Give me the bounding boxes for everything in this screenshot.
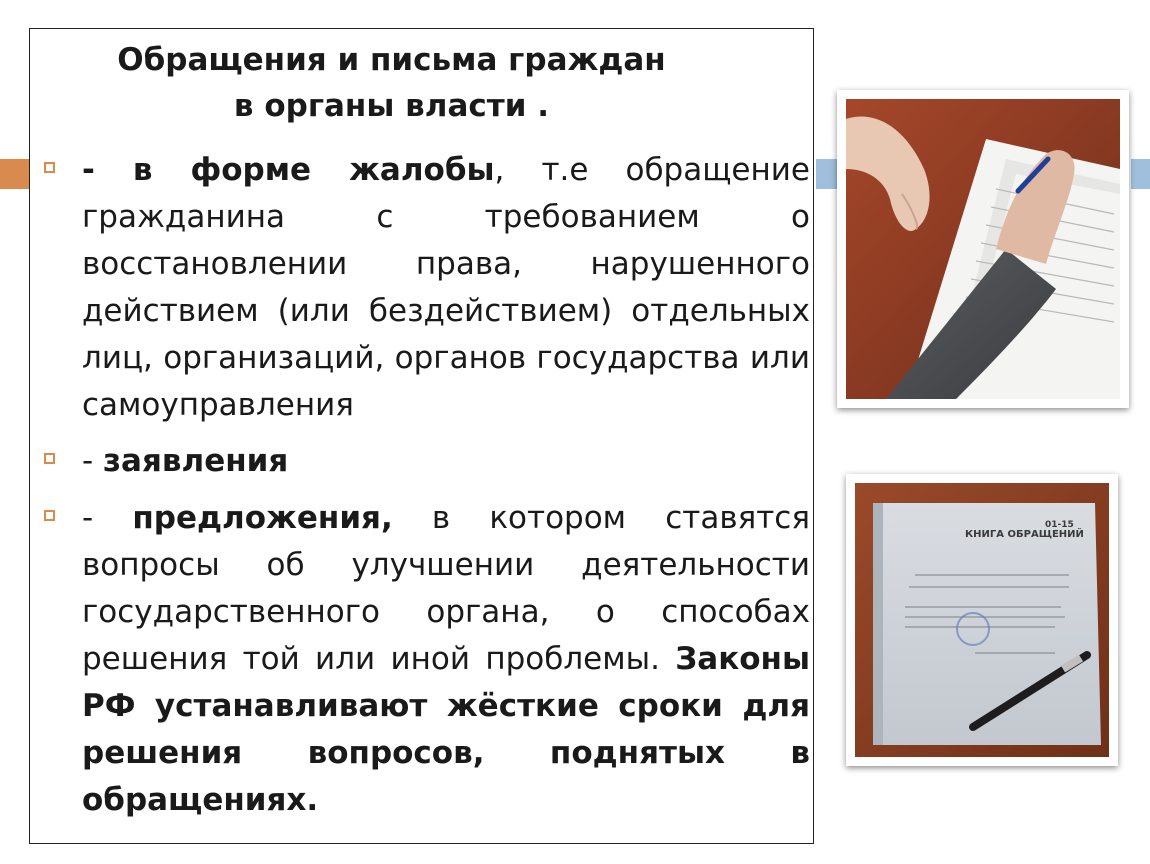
accent-bar-blue-left (816, 159, 838, 189)
bullet-proposal (44, 495, 810, 824)
bullet-marker (44, 510, 55, 521)
book-cover-title: КНИГА ОБРАЩЕНИЙ (965, 529, 1084, 540)
bullet-content (82, 438, 810, 485)
accent-bar-orange (0, 159, 32, 189)
bullet-marker (44, 162, 55, 173)
bullet-text: в котором ставятся вопросы об улучшении деятельности государственного органа, о способах решения той или иной проблемы. (82, 500, 810, 677)
title-line-1: Обращения и письма граждан (117, 42, 666, 78)
bullet-content (82, 147, 810, 429)
bullet-bold-lead: предложения, (132, 500, 393, 536)
accent-bar-blue-right (1131, 159, 1150, 189)
text-box (29, 28, 814, 844)
bullet-marker (44, 453, 55, 464)
bullet-content (82, 495, 810, 824)
bullet-bold-lead: - в форме жалобы (82, 152, 495, 188)
bullet-complaint (44, 147, 810, 429)
bullet-bold-tail: Законы РФ устанавливают жёсткие сроки для решения вопросов, поднятых в обращениях. (82, 641, 810, 818)
bullet-text: , т.е обращение гражданина с требованием о восстановлении права, нарушенного действием (или бездействием) отдельных лиц, организаций, органов государства или самоуправления (82, 152, 810, 423)
book-of-appeals-image (855, 483, 1109, 757)
bullet-prefix: - (82, 443, 104, 479)
slide-title (30, 37, 813, 129)
title-line-2: в органы власти . (233, 88, 550, 124)
bullet-prefix: - (82, 500, 133, 536)
photo-book-of-appeals (846, 474, 1118, 766)
bullet-bold-lead: заявления (103, 443, 289, 479)
photo-writing-complaint (837, 90, 1129, 408)
bullet-statement (44, 438, 810, 485)
book-cover-number: 01-15 (1045, 520, 1074, 530)
writing-hands-image (846, 99, 1120, 399)
